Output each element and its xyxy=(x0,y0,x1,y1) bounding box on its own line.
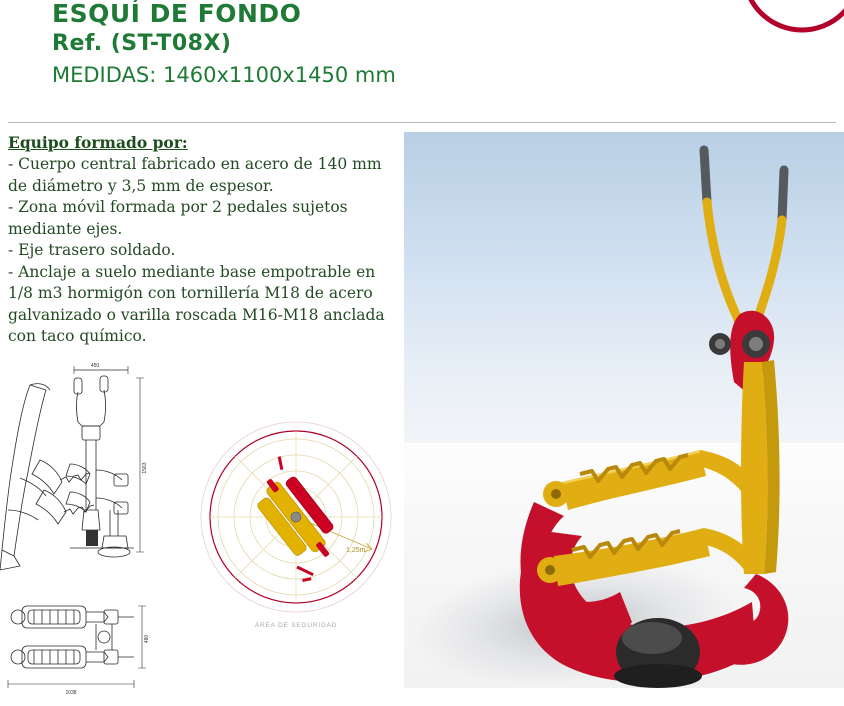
header-divider xyxy=(8,122,836,123)
plan-dim-bottom: 1038 xyxy=(65,690,77,696)
main-mast xyxy=(741,362,768,574)
spec-line: - Eje trasero soldado. xyxy=(8,241,176,259)
product-illustration xyxy=(404,132,844,688)
elevation-drawing xyxy=(0,360,150,595)
spec-line: de diámetro y 3,5 mm de espesor. xyxy=(8,176,274,195)
document-header xyxy=(0,0,844,112)
safety-radius-label: 1,25m xyxy=(346,547,366,554)
elevation-dim-top: 450 xyxy=(90,363,100,369)
spec-line: - Zona móvil formada por 2 pedales sujetos xyxy=(8,198,348,216)
page-title: ESQUÍ DE FONDO xyxy=(52,0,302,28)
plan-drawing xyxy=(0,596,150,701)
spec-line: - Anclaje a suelo mediante base empotrable en xyxy=(8,262,376,281)
safety-area-caption: ÁREA DE SEGURIDAD xyxy=(254,622,338,629)
title-block xyxy=(52,0,396,89)
specification-block xyxy=(8,132,408,348)
safety-area-drawing xyxy=(196,405,416,640)
elevation-dim-right: 1563 xyxy=(142,462,148,474)
footplates xyxy=(554,450,710,586)
product-photo xyxy=(404,132,844,688)
product-reference: Ref. (ST-T08X) xyxy=(52,31,232,56)
product-dimensions: MEDIDAS: 1460x1100x1450 mm xyxy=(52,63,396,87)
plan-dim-right: 480 xyxy=(144,634,150,644)
spec-line: - Cuerpo central fabricado en acero de 140 mm xyxy=(8,155,382,173)
company-logo xyxy=(684,0,844,58)
spec-line: mediante ejes. xyxy=(8,219,123,238)
spec-line: con taco químico. xyxy=(8,327,147,345)
spec-heading: Equipo formado por: xyxy=(8,133,188,152)
spec-line: galvanizado o varilla roscada M16-M18 anclada xyxy=(8,305,385,324)
spec-line: 1/8 m3 hormigón con tornillería M18 de acero xyxy=(8,284,373,302)
